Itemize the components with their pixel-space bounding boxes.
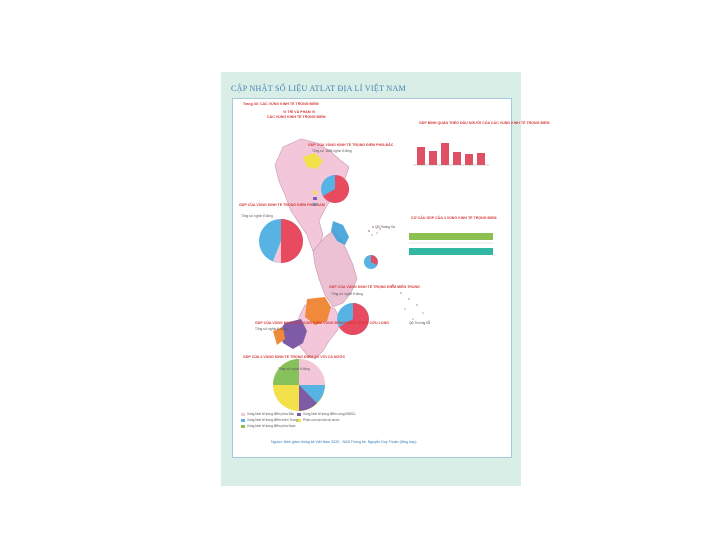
central-pie-title: GDP CỦA VÙNG KINH TẾ TRỌNG ĐIỂM MIỀN TRUNG [329,285,420,289]
mekong-pie-value: Tổng số: nghìn tỉ đồng [255,327,287,331]
legend-south: Vùng kinh tế trọng điểm phía Nam [247,424,296,428]
right-chart-title: CƠ CẤU GDP CỦA 4 VÙNG KINH TẾ TRỌNG ĐIỂM [411,216,497,220]
legend-rest: Phần còn lại của cả nước [303,418,340,422]
right-horizontal-bars [409,233,493,255]
bottom-pie-title: GDP CỦA 4 VÙNG KINH TẾ TRỌNG ĐIỂM SO VỚI CẢ NƯỚC [243,355,346,359]
south-pie-red [281,219,303,263]
legend-central: Vùng kinh tế trọng điểm miền Trung [247,418,298,422]
central-pie-value: Tổng số: nghìn tỉ đồng [331,292,363,296]
legend-mekong: Vùng kinh tế trọng điểm vùng ĐBSCL [303,412,356,416]
label-hoang-sa: QĐ Hoàng Sa [375,225,395,229]
atlas-panel [232,98,550,458]
truong-sa-islands [392,284,430,322]
south-pie-value: Tổng số: nghìn tỉ đồng [241,214,273,218]
source-note: Nguồn: Niên giám thống kê Việt Nam 2020 - NXB Thống kê, Nguyễn Duy Thuận (tổng hợp) [271,440,417,444]
map-title-line2: CÁC VÙNG KINH TẾ TRỌNG ĐIỂM [267,115,326,119]
label-truong-sa: QĐ Trường Sa [409,321,431,325]
legend-north: Vùng kinh tế trọng điểm phía Bắc [247,412,295,416]
page-header: CẬP NHẬT SỐ LIỆU ATLAT ĐỊA LÍ VIỆT NAM [231,84,406,93]
section-title: Trang 30: CÁC VÙNG KINH TẾ TRỌNG ĐIỂM [243,102,319,106]
bottom-pie-pink [299,359,325,385]
south-pie-title: GDP CỦA VÙNG KINH TẾ TRỌNG ĐIỂM PHÍA NAM [239,203,325,207]
map-title-line1: VỊ TRÍ VÀ PHẠM VI [283,110,316,114]
bottom-pie-value: Tổng số: nghìn tỉ đồng [278,367,310,371]
bar-chart-title: GDP BÌNH QUÂN THEO ĐẦU NGƯỜI CỦA CÁC VÙNG KINH TẾ TRỌNG ĐIỂM [419,121,550,125]
bottom-pie-green [273,359,299,385]
top-right-bar-chart [413,143,489,165]
north-pie-title: GDP CỦA VÙNG KINH TẾ TRỌNG ĐIỂM PHÍA BẮC [308,143,394,147]
north-pie-value: Tổng số: 1888 nghìn tỉ đồng [312,149,352,153]
mekong-pie-title: GDP CỦA VÙNG KINH TẾ TRỌNG ĐIỂM VÙNG ĐỒNG BẰNG SÔNG CỬU LONG [255,321,389,325]
atlas-graphics [233,99,511,457]
